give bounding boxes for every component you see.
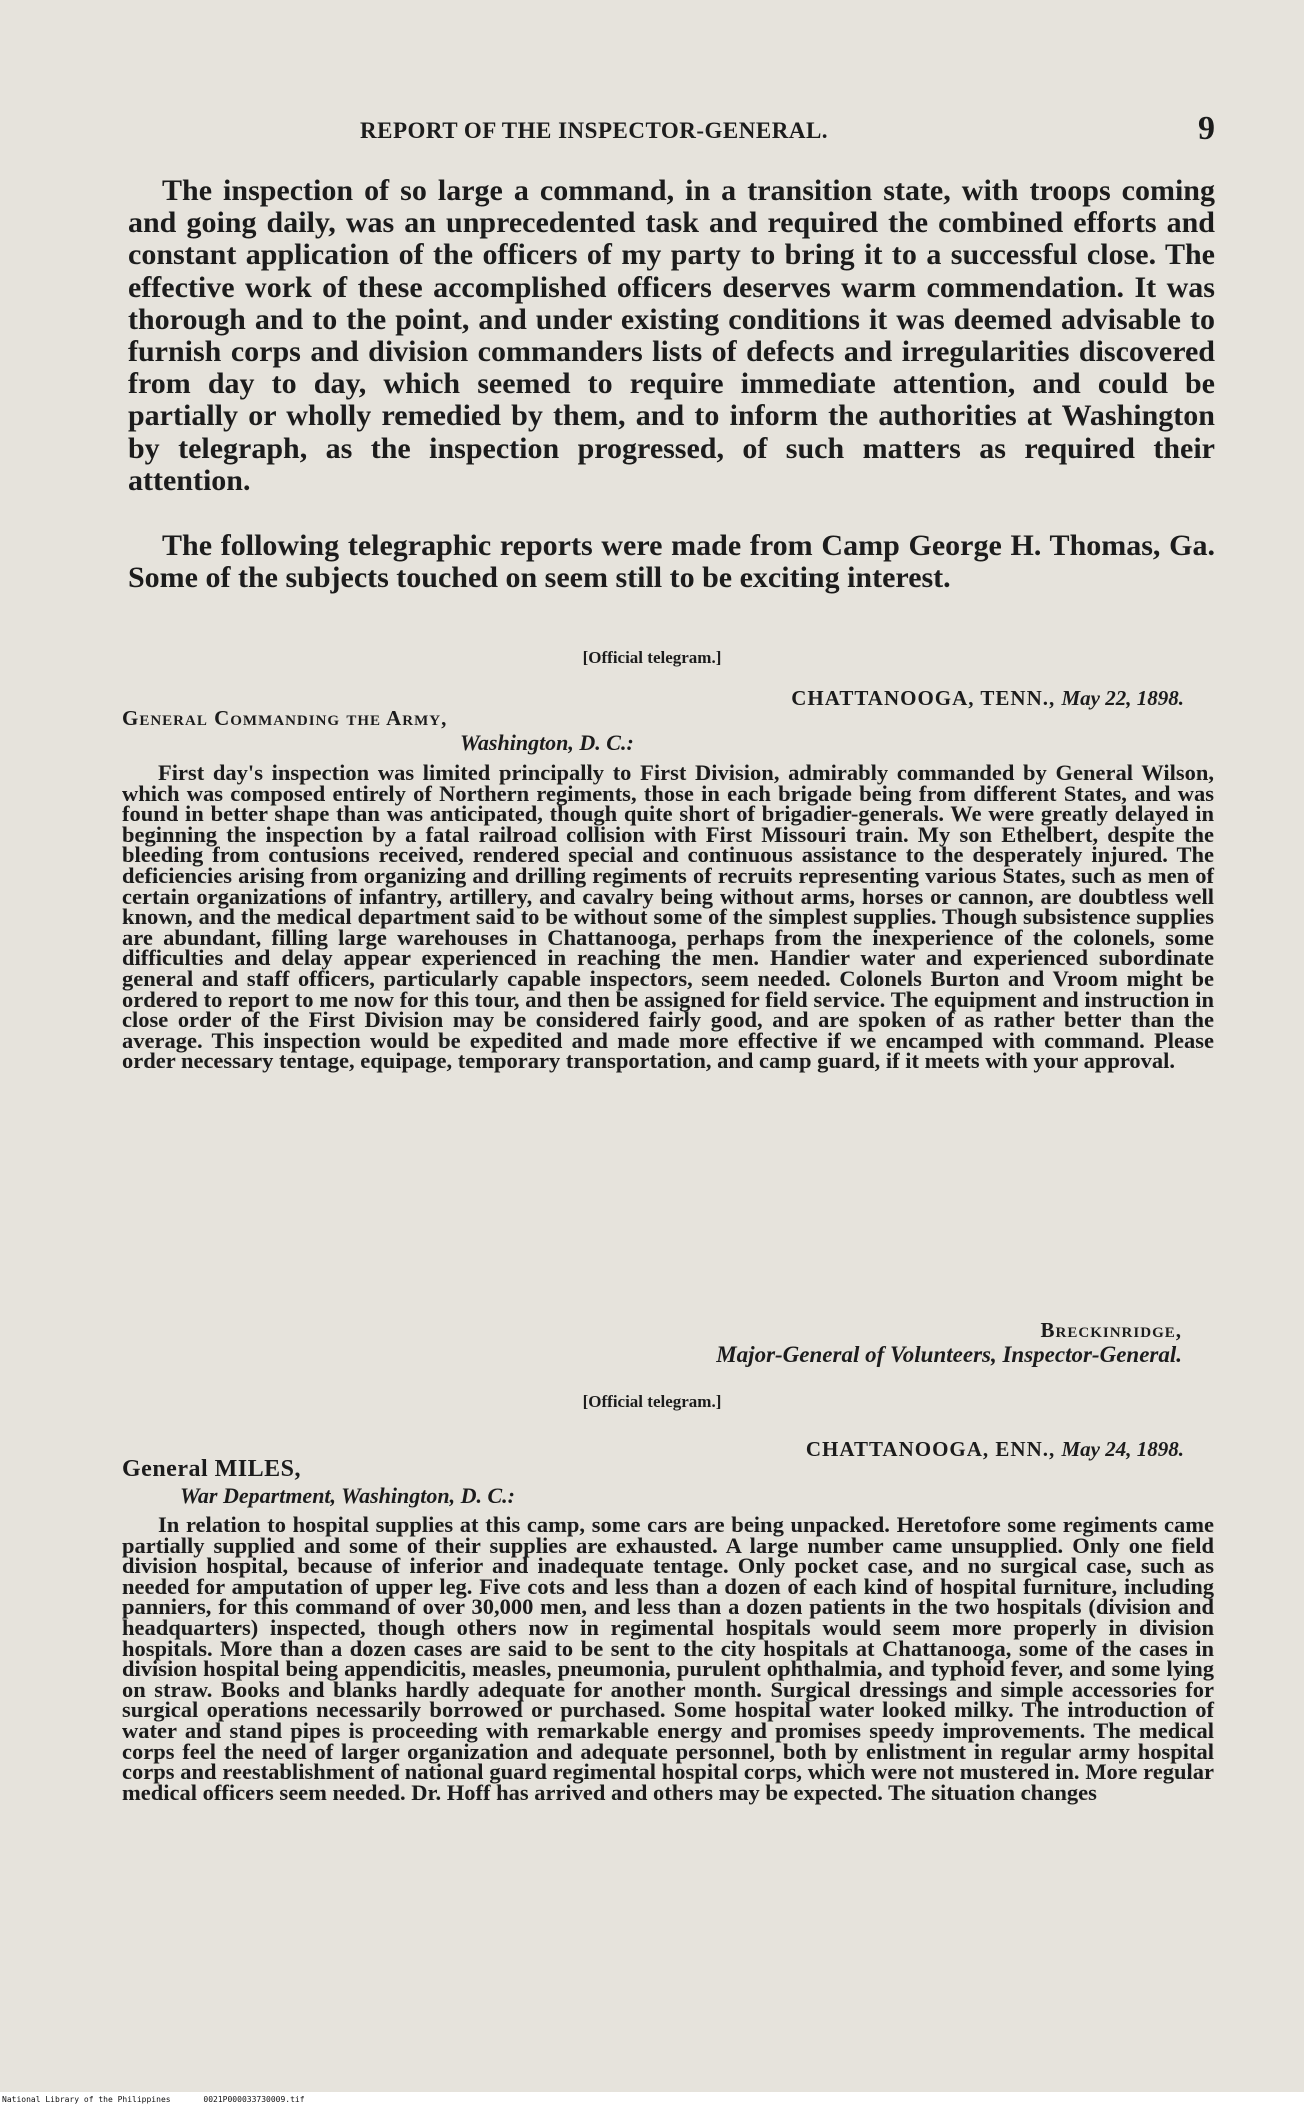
dateline-date: May 24, 1898. (1061, 1437, 1184, 1461)
official-telegram-label: [Official telegram.] (582, 1392, 722, 1411)
addressee-place: War Department, Washington, D. C.: (180, 1483, 515, 1508)
addressee-place: Washington, D. C.: (460, 730, 634, 755)
telegram-addressee: General Commanding the Army, (122, 706, 448, 730)
footer-file-id: 0021P000033730009.tif (203, 2095, 305, 2104)
official-telegram-label: [Official telegram.] (582, 648, 722, 667)
scan-footer (0, 2092, 1304, 2108)
telegram-dateline (806, 1437, 1184, 1462)
running-head: REPORT OF THE INSPECTOR-GENERAL. (360, 118, 829, 143)
body-paragraph: The inspection of so large a command, in a transition state, with troops coming and going daily, was an unprecedented task and required the combined efforts and constant application of the officers of my party to bring it to a successful close. The effective work of these accomplished officers deserves warm commendation. It was thorough and to the point, and under existing conditions it was deemed advisable to furnish corps and division commanders lists of defects and irregularities discovered from day to day, which seemed to require immediate attention, and could be partially or wholly remedied by them, and to inform the authorities at Washington by telegraph, as the inspection progressed, of such matters as required their attention. (128, 174, 1215, 497)
dateline-place: CHATTANOOGA, ENN., (805, 1437, 1056, 1461)
signature-title: Major-General of Volunteers, Inspector-General. (716, 1342, 1182, 1367)
telegram-body: First day's inspection was limited principally to First Division, admirably commanded by General Wilson, which was composed entirely of Northern regiments, those in each brigade being from different States, and was found in better shape than was anticipated, though quite short of brigadier-generals. We were greatly delayed in beginning the inspection by a fatal railroad collision with First Missouri train. My son Ethelbert, despite the bleeding from contusions received, rendered special and continuous assistance to the desperately injured. The deficiencies arising from organizing and drilling regiments of recruits representing various States, such as men of certain organizations of infantry, artillery, and cavalry being without arms, horses or cannon, are doubtless well known, and the medical department said to be without some of the simplest supplies. Though subsistence supplies are abundant, filling large warehouses in Chattanooga, perhaps from the inexperience of the colonels, some difficulties and delay appear experienced in reaching the men. Handier water and experienced subordinate general and staff officers, particularly capable inspectors, seem needed. Colonels Burton and Vroom might be ordered to report to me now for this tour, and then be assigned for field service. The equipment and instruction in close order of the First Division may be considered fairly good, and are spoken of as rather better than the average. This inspection would be expedited and made more effective if we encamped with command. Please order necessary tentage, equipage, temporary transportation, and camp guard, if it meets with your approval. (122, 760, 1214, 1074)
telegram-dateline (791, 686, 1184, 711)
page-number: 9 (1198, 110, 1215, 147)
signature-name: Breckinridge, (1040, 1318, 1182, 1342)
dateline-place: CHATTANOOGA, TENN., (791, 686, 1056, 710)
dateline-date: May 22, 1898. (1061, 686, 1184, 710)
telegram-body: In relation to hospital supplies at this camp, some cars are being unpacked. Heretofore some regiments came partially supplied and some of their supplies are exhausted. A large number came unsupplied. Only one field division hospital, because of inferior and inadequate tentage. Only pocket case, and no surgical case, such as needed for amputation of upper leg. Five cots and less than a dozen of each kind of hospital furniture, including panniers, for this command of over 30,000 men, and less than a dozen patients in the two hospitals (division and headquarters) inspected, though others now in regimental hospitals would seem more properly in division hospitals. More than a dozen cases are said to be sent to the city hospitals at Chattanooga, some of the cases in division hospital being appendicitis, measles, pneumonia, purulent ophthalmia, and typhoid fever, and some lying on straw. Books and blanks hardly adequate for another month. Surgical dressings and simple accessories for surgical operations necessarily borrowed or purchased. Some hospital water looked milky. The introduction of water and stand pipes is proceeding with remarkable energy and promises speedy improvements. The medical corps feel the need of larger organization and adequate personnel, both by enlistment in regular army hospital corps and reestablishment of national guard regimental hospital corps, which were not mustered in. More regular medical officers seem needed. Dr. Hoff has arrived and others may be expected. The situation changes (122, 1512, 1214, 1805)
telegram-addressee: General MILES, (122, 1456, 301, 1482)
footer-library: National Library of the Philippines (2, 2095, 171, 2104)
body-paragraph: The following telegraphic reports were made from Camp George H. Thomas, Ga. Some of the subjects touched on seem still to be exciting interest. (128, 529, 1215, 595)
